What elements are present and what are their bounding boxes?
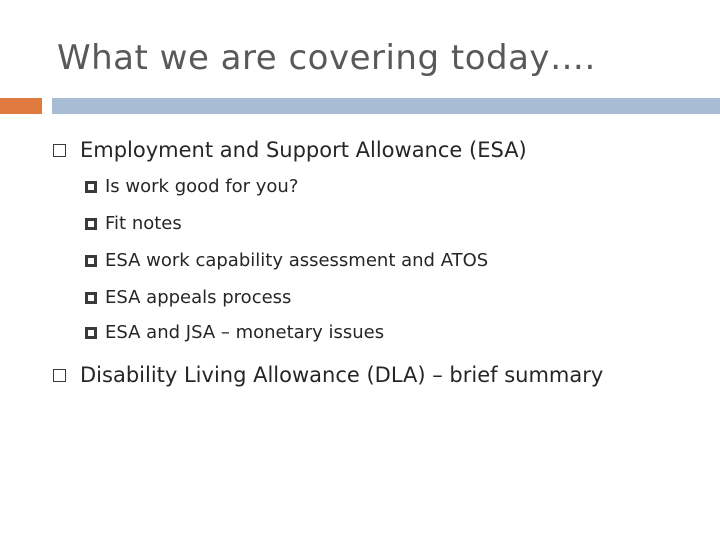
hollow-square-bullet-icon	[53, 369, 66, 382]
filled-square-bullet-icon	[85, 218, 97, 230]
filled-square-bullet-icon	[85, 181, 97, 193]
bullet-text: Disability Living Allowance (DLA) – brief summary	[80, 363, 604, 387]
filled-square-bullet-icon	[85, 327, 97, 339]
filled-square-bullet-icon	[85, 255, 97, 267]
sub-bullet-text: ESA and JSA – monetary issues	[105, 322, 385, 343]
slide-title: What we are covering today….	[57, 38, 596, 78]
filled-square-bullet-icon	[85, 292, 97, 304]
hollow-square-bullet-icon	[53, 144, 66, 157]
sub-bullet-text: Fit notes	[105, 213, 182, 234]
sub-bullet-text: ESA appeals process	[105, 287, 292, 308]
bullet-text: Employment and Support Allowance (ESA)	[80, 138, 527, 162]
sub-bullet-text: Is work good for you?	[105, 176, 299, 197]
sub-bullet-text: ESA work capability assessment and ATOS	[105, 250, 489, 271]
